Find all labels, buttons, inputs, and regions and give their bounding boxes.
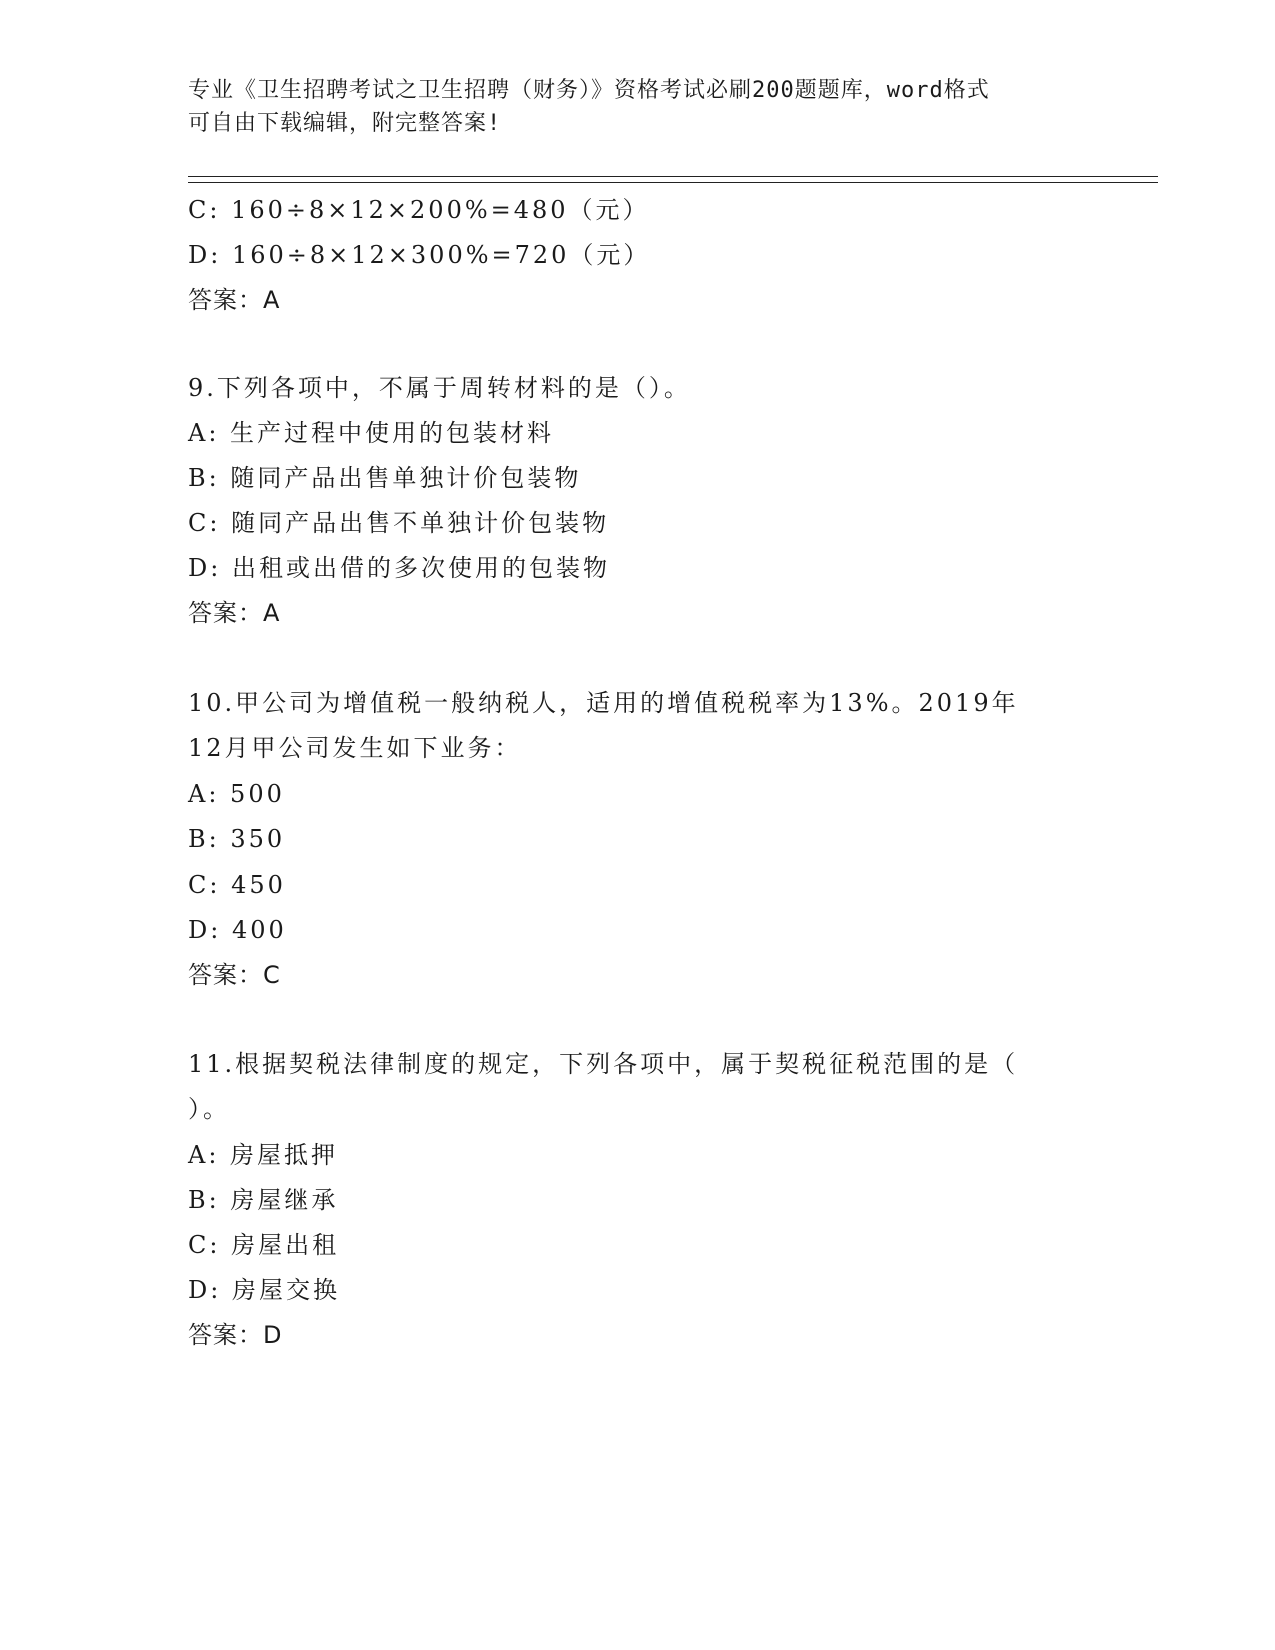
q10-answer: 答案：C xyxy=(188,961,281,989)
q8-option-c: C: 160÷8×12×200%=480（元） xyxy=(188,196,650,224)
q10-option-b: B: 350 xyxy=(188,825,286,853)
q9-option-b: B: 随同产品出售单独计价包装物 xyxy=(188,464,582,492)
q9-stem: 9.下列各项中，不属于周转材料的是（）。 xyxy=(188,374,691,402)
header-line-2: 可自由下载编辑，附完整答案! xyxy=(188,111,502,136)
document-header xyxy=(188,74,1068,140)
q11-stem-line-1: 11.根据契税法律制度的规定，下列各项中，属于契税征税范围的是（ xyxy=(188,1050,1019,1078)
q11-option-d: D: 房屋交换 xyxy=(188,1276,340,1304)
header-line-1: 专业《卫生招聘考试之卫生招聘（财务）》资格考试必刷200题题库，word格式 xyxy=(188,78,990,103)
q9-option-c: C: 随同产品出售不单独计价包装物 xyxy=(188,509,610,537)
q9-option-a: A: 生产过程中使用的包装材料 xyxy=(188,419,555,447)
q8-answer: 答案：A xyxy=(188,286,281,314)
q11-option-a: A: 房屋抵押 xyxy=(188,1141,339,1169)
q10-stem-line-2: 12月甲公司发生如下业务： xyxy=(188,734,522,762)
header-divider-top xyxy=(188,176,1158,177)
q11-stem-line-2: ）。 xyxy=(188,1095,230,1123)
q10-stem-line-1: 10.甲公司为增值税一般纳税人，适用的增值税税率为13%。2019年 xyxy=(188,689,1019,717)
q9-option-d: D: 出租或出借的多次使用的包装物 xyxy=(188,554,610,582)
q8-option-d: D: 160÷8×12×300%=720（元） xyxy=(188,241,651,269)
q11-option-b: B: 房屋继承 xyxy=(188,1186,339,1214)
q11-answer: 答案：D xyxy=(188,1321,283,1349)
q11-option-c: C: 房屋出租 xyxy=(188,1231,340,1259)
q10-option-d: D: 400 xyxy=(188,916,287,944)
q10-option-c: C: 450 xyxy=(188,871,286,899)
q10-option-a: A: 500 xyxy=(188,780,285,808)
header-divider-bottom xyxy=(188,182,1158,183)
q9-answer: 答案：A xyxy=(188,599,281,627)
